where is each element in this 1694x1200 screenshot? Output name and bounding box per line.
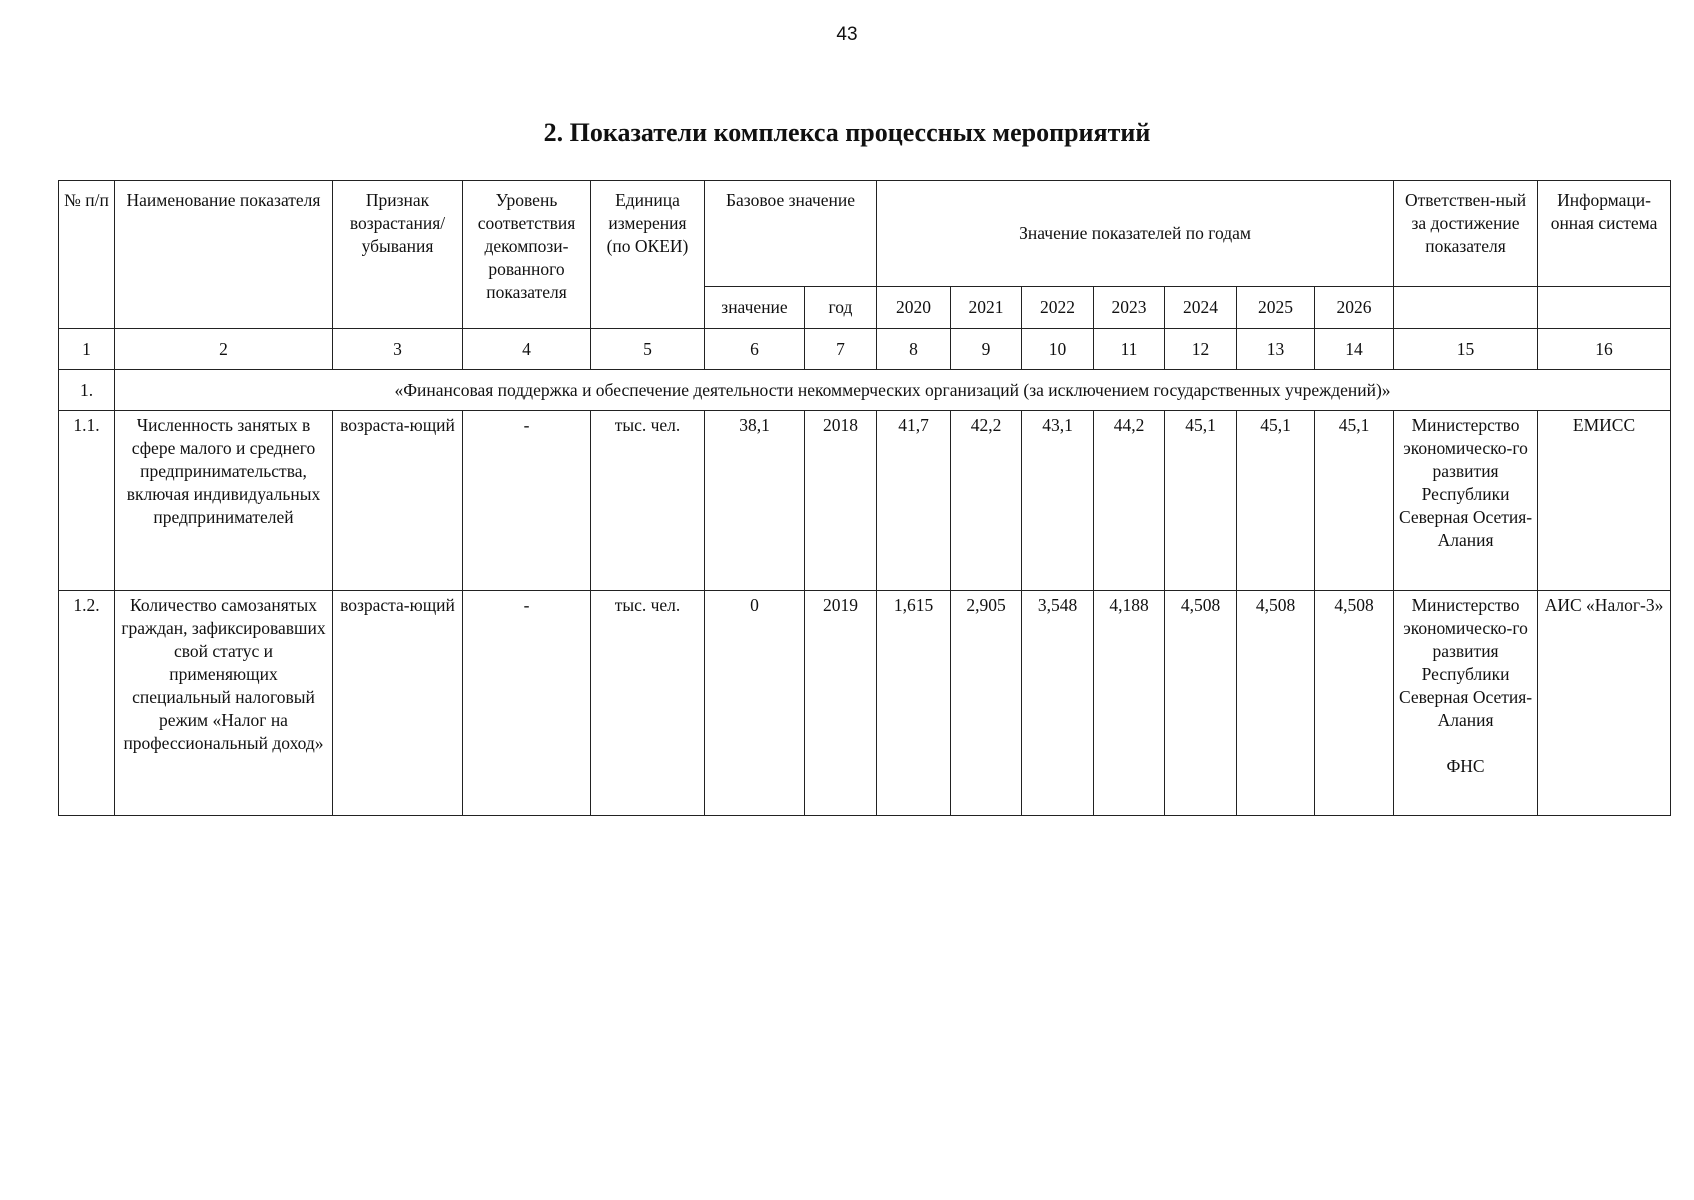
row-year-value: 45,1 — [1315, 411, 1394, 591]
column-number: 6 — [705, 329, 805, 370]
row-responsible-extra: ФНС — [1446, 756, 1485, 776]
column-number: 14 — [1315, 329, 1394, 370]
row-year-value: 42,2 — [951, 411, 1022, 591]
column-number: 11 — [1094, 329, 1165, 370]
column-number: 15 — [1394, 329, 1538, 370]
column-number: 16 — [1538, 329, 1671, 370]
header-year: 2020 — [877, 287, 951, 329]
header-responsible: Ответствен-ный за достижение показателя — [1394, 181, 1538, 287]
page-title: 2. Показатели комплекса процессных мероприятий — [543, 118, 1151, 147]
section-title: «Финансовая поддержка и обеспечение деятельности некоммерческих организаций (за исключением государственных учреждений)» — [115, 370, 1671, 411]
header-info-system: Информаци-онная система — [1538, 181, 1671, 287]
header-base-year: год — [805, 287, 877, 329]
row-level: - — [463, 591, 591, 816]
header-empty-cell — [1394, 287, 1538, 329]
row-responsible-cell — [1394, 591, 1538, 816]
column-number: 5 — [591, 329, 705, 370]
table-row — [59, 591, 1671, 816]
column-number: 10 — [1022, 329, 1094, 370]
header-name: Наименование показателя — [115, 181, 333, 329]
row-level: - — [463, 411, 591, 591]
row-year-value: 4,508 — [1237, 591, 1315, 816]
header-empty-cell — [1538, 287, 1671, 329]
row-year-value: 2,905 — [951, 591, 1022, 816]
column-numbers-row — [59, 329, 1671, 370]
header-num: № п/п — [59, 181, 115, 329]
row-year-value: 3,548 — [1022, 591, 1094, 816]
row-base-value: 38,1 — [705, 411, 805, 591]
section-row — [59, 370, 1671, 411]
header-year: 2023 — [1094, 287, 1165, 329]
row-year-value: 4,188 — [1094, 591, 1165, 816]
header-sign: Признак возрастания/ убывания — [333, 181, 463, 329]
row-number: 1.1. — [59, 411, 115, 591]
row-year-value: 4,508 — [1165, 591, 1237, 816]
column-number: 3 — [333, 329, 463, 370]
column-number: 9 — [951, 329, 1022, 370]
page-number: 43 — [836, 24, 858, 45]
header-base: Базовое значение — [705, 181, 877, 287]
header-years-group: Значение показателей по годам — [877, 181, 1394, 287]
table-row — [59, 411, 1671, 591]
header-year: 2026 — [1315, 287, 1394, 329]
row-year-value: 44,2 — [1094, 411, 1165, 591]
header-base-value: значение — [705, 287, 805, 329]
row-base-value: 0 — [705, 591, 805, 816]
header-year: 2021 — [951, 287, 1022, 329]
row-indicator-name: Численность занятых в сфере малого и среднего предпринимательства, включая индивидуальных предпринимателей — [115, 411, 333, 591]
header-year: 2024 — [1165, 287, 1237, 329]
row-year-value: 1,615 — [877, 591, 951, 816]
row-responsible: Министерство экономическо-го развития Республики Северная Осетия-Алания — [1394, 411, 1538, 591]
column-number: 1 — [59, 329, 115, 370]
row-info-system: ЕМИСС — [1538, 411, 1671, 591]
row-sign: возраста-ющий — [333, 411, 463, 591]
row-number: 1.2. — [59, 591, 115, 816]
row-sign: возраста-ющий — [333, 591, 463, 816]
column-number: 4 — [463, 329, 591, 370]
column-number: 7 — [805, 329, 877, 370]
row-year-value: 4,508 — [1315, 591, 1394, 816]
row-unit: тыс. чел. — [591, 411, 705, 591]
row-info-system: АИС «Налог-3» — [1538, 591, 1671, 816]
row-indicator-name: Количество самозанятых граждан, зафиксировавших свой статус и применяющих специальный налоговый режим «Налог на профессиональный доход» — [115, 591, 333, 816]
column-number: 2 — [115, 329, 333, 370]
header-level: Уровень соответствия декомпози-рованного показателя — [463, 181, 591, 329]
row-year-value: 43,1 — [1022, 411, 1094, 591]
row-unit: тыс. чел. — [591, 591, 705, 816]
row-responsible: Министерство экономическо-го развития Республики Северная Осетия-Алания — [1398, 595, 1533, 730]
row-year-value: 45,1 — [1237, 411, 1315, 591]
header-year: 2025 — [1237, 287, 1315, 329]
column-number: 13 — [1237, 329, 1315, 370]
header-row — [59, 181, 1671, 287]
row-base-year: 2018 — [805, 411, 877, 591]
header-year: 2022 — [1022, 287, 1094, 329]
row-base-year: 2019 — [805, 591, 877, 816]
row-year-value: 41,7 — [877, 411, 951, 591]
column-number: 12 — [1165, 329, 1237, 370]
column-number: 8 — [877, 329, 951, 370]
indicators-table — [58, 180, 1671, 816]
section-number: 1. — [59, 370, 115, 411]
header-unit: Единица измерения (по ОКЕИ) — [591, 181, 705, 329]
row-year-value: 45,1 — [1165, 411, 1237, 591]
